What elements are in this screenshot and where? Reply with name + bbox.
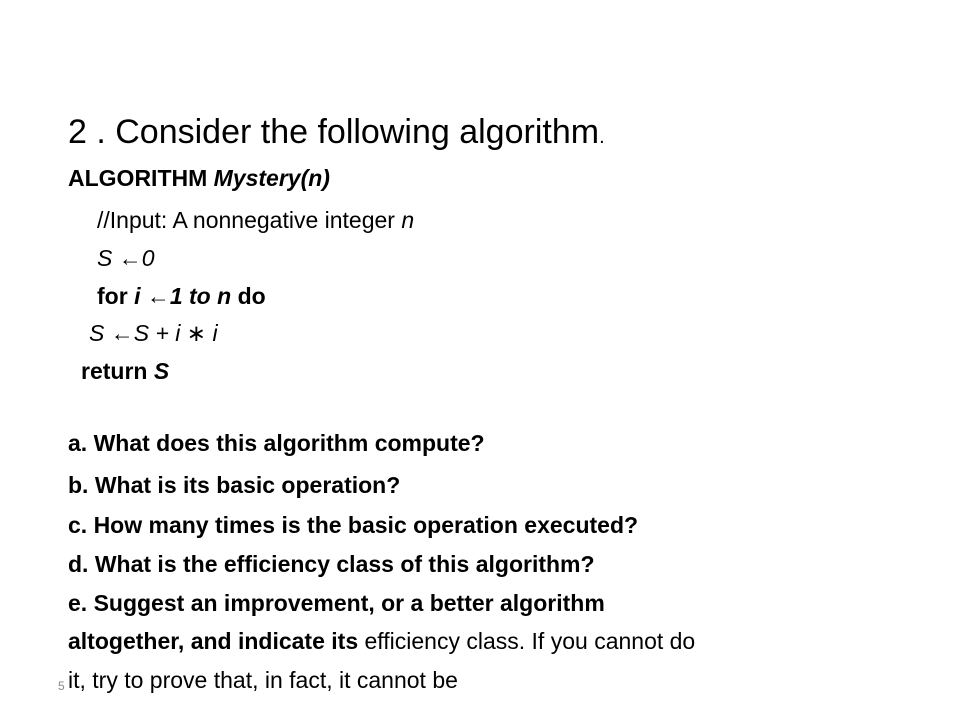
question-b: b. What is its basic operation? [68,472,401,498]
algorithm-input-comment [97,209,414,232]
return-keyword: return [81,358,154,384]
algorithm-keyword: ALGORITHM [68,165,214,191]
slide-number: 5 [58,679,65,693]
algorithm-init-line: S ←0 [97,245,155,271]
question-e-line-2-bold: altogether, and indicate its [68,628,365,654]
question-e-line-2-regular: efficiency class. If you cannot do [364,628,696,654]
for-do: do [237,283,266,309]
algorithm-name: Mystery(n) [213,165,330,191]
question-e-line-3: it, try to prove that, in fact, it cannot be [68,667,458,693]
algorithm-header [68,167,330,190]
slide-title [68,115,605,149]
for-keyword: for [97,283,135,309]
question-d: d. What is the efficiency class of this algorithm? [68,551,595,577]
question-e-line-1: e. Suggest an improvement, or a better algorithm [68,590,605,616]
question-c: c. How many times is the basic operation executed? [68,512,639,538]
return-var: S [153,358,170,384]
for-expression: i ←1 to n [134,283,238,309]
slide-title-text: 2 . Consider the following algorithm [68,113,600,151]
algorithm-return-line [81,360,169,383]
question-a: a. What does this algorithm compute? [68,430,485,456]
slide-title-period: . [599,126,605,148]
algorithm-body-line: S ←S + i ∗ i [89,320,218,346]
algorithm-for-line [97,285,266,308]
input-comment-text: //Input: A nonnegative integer [97,207,402,233]
input-comment-var: n [401,207,415,233]
question-e-line-2 [68,630,695,653]
